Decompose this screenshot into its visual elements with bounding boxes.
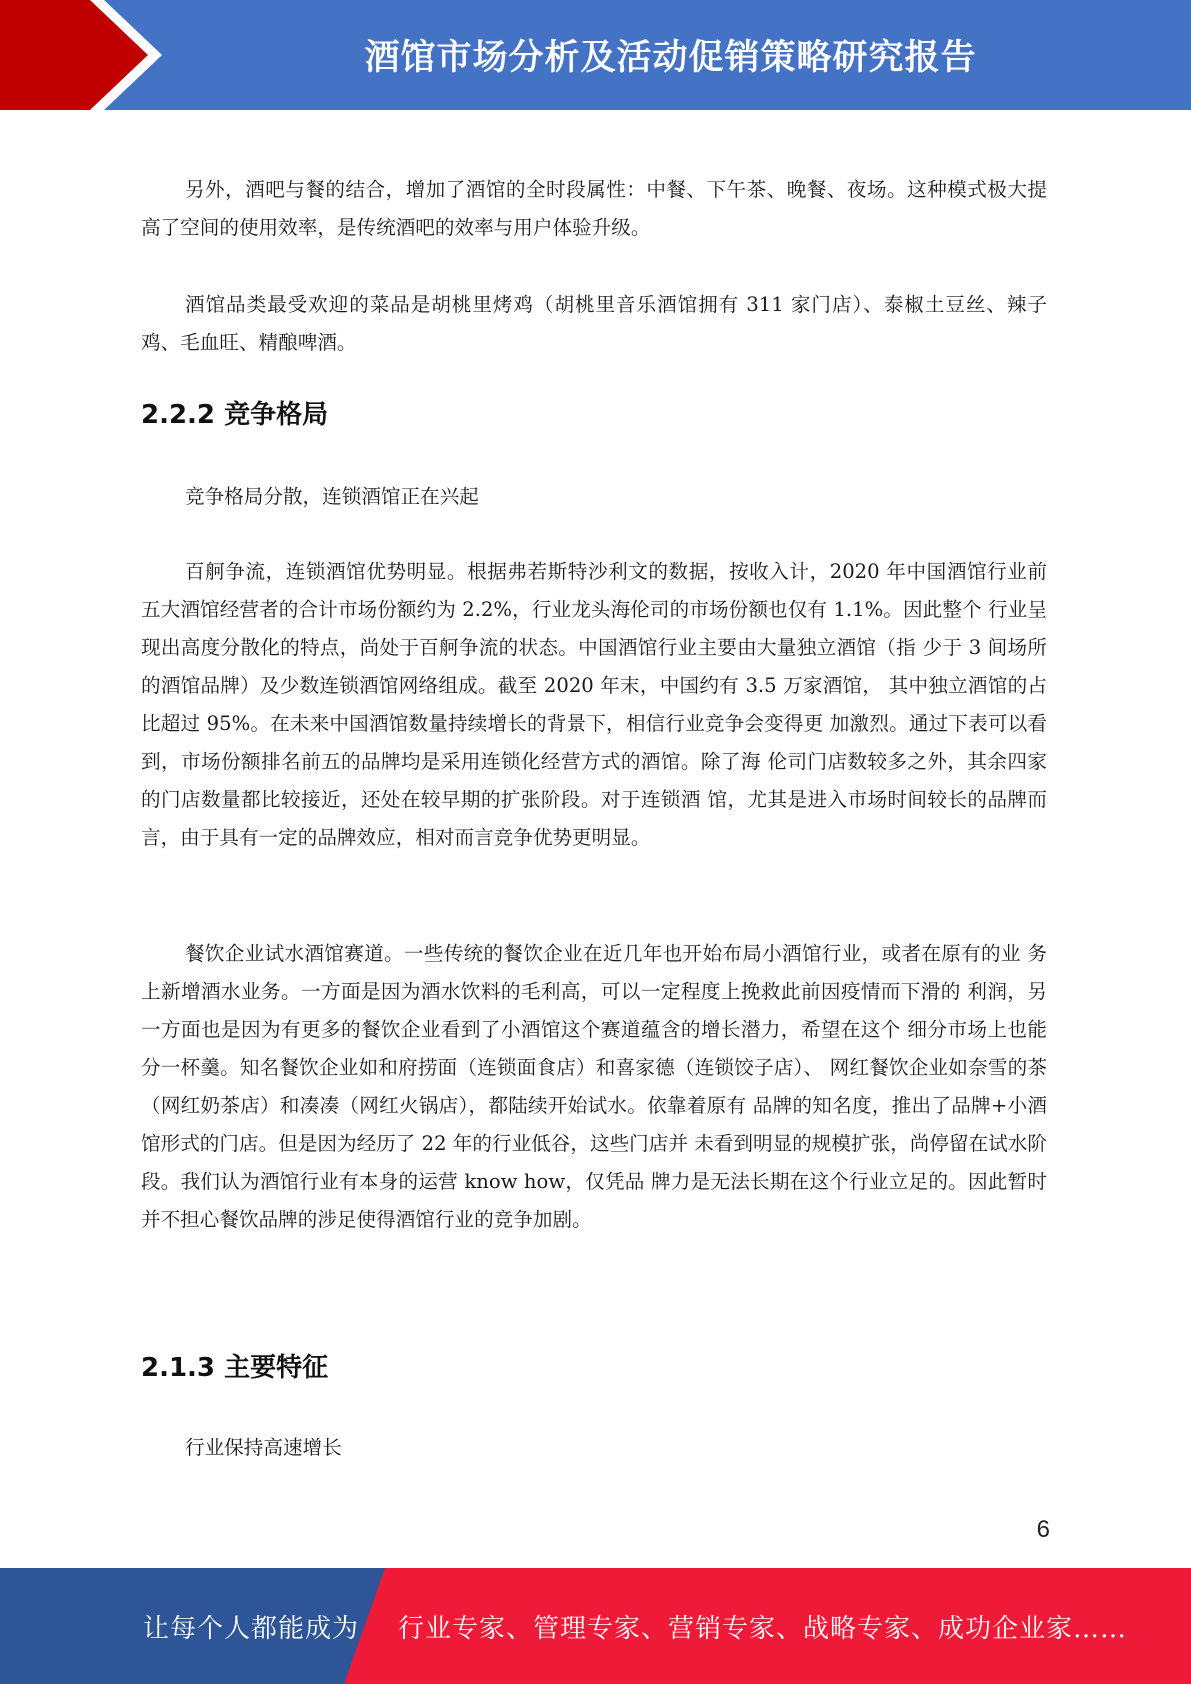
paragraph-growth: 行业保持高速增长 bbox=[185, 1436, 342, 1459]
footer-slogan-right: 行业专家、管理专家、营销专家、战略专家、成功企业家…… bbox=[398, 1613, 1128, 1644]
section-heading-competition: 2.2.2 竞争格局 bbox=[141, 400, 329, 430]
paragraph-popular-dishes: 酒馆品类最受欢迎的菜品是胡桃里烤鸡（胡桃里音乐酒馆拥有 311 家门店）、泰椒土豆丝、辣子鸡、毛血旺、精酿啤酒。 bbox=[141, 293, 1047, 354]
section-heading-features: 2.1.3 主要特征 bbox=[141, 1353, 329, 1383]
paragraph-catering-entry: 餐饮企业试水酒馆赛道。一些传统的餐饮企业在近几年也开始布局小酒馆行业，或者在原有的业 务上新增酒水业务。一方面是因为酒水饮料的毛利高，可以一定程度上挽救此前因疫情而下滑的 利润，另一方面也是因为有更多的餐饮企业看到了小酒馆这个赛道蕴含的增长潜力，希望在这个 细分市场上也能分一杯羹。知名餐饮企业如和府捞面（连锁面食店）和喜家德（连锁饺子店）、 网红餐饮企业如奈雪的茶（网红奶茶店）和凑凑（网红火锅店），都陆续开始试水。依靠着原有 品牌的知名度，推出了品牌+小酒馆形式的门店。但是因为经历了 22 年的行业低谷，这些门店并 未看到明显的规模扩张，尚停留在试水阶段。我们认为酒馆行业有本身的运营 know how，仅凭品 牌力是无法长期在这个行业立足的。因此暂时并不担心餐饮品牌的涉足使得酒馆行业的竞争加剧。 bbox=[141, 942, 1047, 1231]
paragraph-competition-summary: 竞争格局分散，连锁酒馆正在兴起 bbox=[185, 485, 479, 508]
page-number: 6 bbox=[1036, 1516, 1050, 1543]
page-header bbox=[0, 0, 1191, 110]
paragraph-bar-dining: 另外，酒吧与餐的结合，增加了酒馆的全时段属性：中餐、下午茶、晚餐、夜场。这种模式极大提高了空间的使用效率，是传统酒吧的效率与用户体验升级。 bbox=[141, 178, 1047, 239]
footer-slogan-left: 让每个人都能成为 bbox=[143, 1613, 360, 1644]
page-footer bbox=[0, 1568, 1191, 1684]
paragraph-market-share: 百舸争流，连锁酒馆优势明显。根据弗若斯特沙利文的数据，按收入计，2020 年中国酒馆行业前 五大酒馆经营者的合计市场份额约为 2.2%，行业龙头海伦司的市场份额也仅有 1.1%。因此整个 行业呈现出高度分散化的特点，尚处于百舸争流的状态。中国酒馆行业主要由大量独立酒馆（指 少于 3 间场所的酒馆品牌）及少数连锁酒馆网络组成。截至 2020 年末，中国约有 3.5 万家酒馆， 其中独立酒馆的占比超过 95%。在未来中国酒馆数量持续增长的背景下，相信行业竞争会变得更 加激烈。通过下表可以看到，市场份额排名前五的品牌均是采用连锁化经营方式的酒馆。除了海 伦司门店数较多之外，其余四家的门店数量都比较接近，还处在较早期的扩张阶段。对于连锁酒 馆，尤其是进入市场时间较长的品牌而言，由于具有一定的品牌效应，相对而言竞争优势更明显。 bbox=[141, 560, 1047, 849]
report-title: 酒馆市场分析及活动促销策略研究报告 bbox=[364, 38, 977, 78]
